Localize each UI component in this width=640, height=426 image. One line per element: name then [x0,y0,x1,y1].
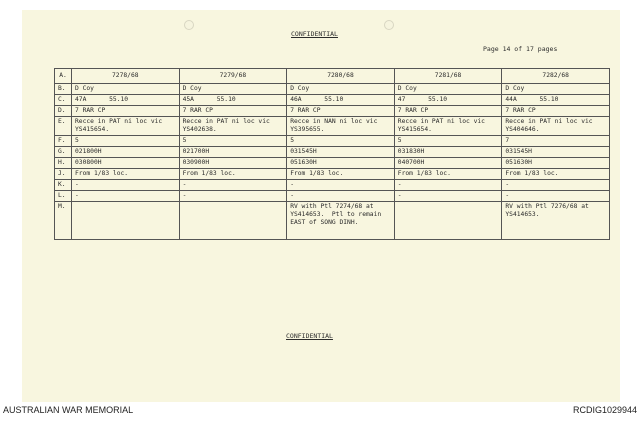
table-cell: From 1/83 loc. [72,169,180,180]
table-cell: 031545H [502,147,610,158]
table-cell: 7 RAR CP [179,106,287,117]
table-cell: From 1/83 loc. [394,169,502,180]
table-cell: - [394,191,502,202]
table-cell: 7281/68 [394,69,502,84]
row-label: B. [55,84,72,95]
table-cell: 7 RAR CP [502,106,610,117]
table-row [55,202,610,240]
table-cell: Recce in PAT ni loc vic YS404646. [502,117,610,136]
table-cell: From 1/83 loc. [502,169,610,180]
table-cell: From 1/83 loc. [287,169,395,180]
table-cell: - [287,180,395,191]
table-cell: - [502,191,610,202]
table-cell [179,202,287,240]
table-row [55,158,610,169]
table-cell: 47 55.10 [394,95,502,106]
table-cell: 5 [394,136,502,147]
row-label: C. [55,95,72,106]
table-cell: - [72,180,180,191]
table-cell: RV with Ptl 7276/68 at YS414653. [502,202,610,240]
patrol-table [54,68,610,240]
table-cell: 7280/68 [287,69,395,84]
row-label: M. [55,202,72,240]
table-cell: Recce in PAT ni loc vic YS415654. [72,117,180,136]
row-label: A. [55,69,72,84]
table-cell: 051630H [287,158,395,169]
table-cell: D Coy [394,84,502,95]
table-cell: 040700H [394,158,502,169]
table-cell: - [287,191,395,202]
table-cell: 5 [287,136,395,147]
archive-credit: AUSTRALIAN WAR MEMORIAL [3,405,134,415]
table-row [55,147,610,158]
row-label: D. [55,106,72,117]
table-cell: 7282/68 [502,69,610,84]
table-cell: - [394,180,502,191]
table-cell: 031830H [394,147,502,158]
table-cell: 7 RAR CP [287,106,395,117]
table-cell: 030900H [179,158,287,169]
table-row [55,191,610,202]
table-cell: 5 [179,136,287,147]
table-cell: 030800H [72,158,180,169]
table-cell [394,202,502,240]
table-cell: D Coy [287,84,395,95]
table-cell: 7278/68 [72,69,180,84]
table-cell: - [72,191,180,202]
row-label: J. [55,169,72,180]
row-label: K. [55,180,72,191]
table-cell: - [179,180,287,191]
table-row [55,95,610,106]
punch-hole [184,20,194,30]
classification-top: CONFIDENTIAL [291,30,338,38]
row-label: L. [55,191,72,202]
punch-hole [384,20,394,30]
table-cell: 7 RAR CP [394,106,502,117]
table-cell: 7279/68 [179,69,287,84]
table-cell: 5 [72,136,180,147]
table-row [55,69,610,84]
row-label: G. [55,147,72,158]
table-cell: - [502,180,610,191]
document-page [22,10,620,402]
table-cell: 46A 55.10 [287,95,395,106]
table-cell [72,202,180,240]
table-row [55,117,610,136]
table-row [55,84,610,95]
archive-id: RCDIG1029944 [572,405,637,415]
table-cell: From 1/83 loc. [179,169,287,180]
table-cell: 45A 55.10 [179,95,287,106]
classification-bottom: CONFIDENTIAL [286,332,333,340]
table-cell: 051630H [502,158,610,169]
table-cell: 031545H [287,147,395,158]
table-cell: 021700H [179,147,287,158]
table-cell: 47A 55.10 [72,95,180,106]
table-cell: - [179,191,287,202]
table-cell: 021800H [72,147,180,158]
table-cell: 7 RAR CP [72,106,180,117]
row-label: H. [55,158,72,169]
table-row [55,169,610,180]
table-cell: 7 [502,136,610,147]
table-row [55,106,610,117]
table-cell: Recce in PAT ni loc vic YS402638. [179,117,287,136]
row-label: E. [55,117,72,136]
table-cell: RV with Ptl 7274/68 at YS414653. Ptl to remain EAST of SONG DINH. [287,202,395,240]
table-cell: D Coy [179,84,287,95]
table-row [55,180,610,191]
table-cell: 44A 55.10 [502,95,610,106]
table-cell: Recce in PAT ni loc vic YS415654. [394,117,502,136]
row-label: F. [55,136,72,147]
table-cell: Recce in NAN ni loc vic YS395655. [287,117,395,136]
table-cell: D Coy [72,84,180,95]
page-info: Page 14 of 17 pages [483,45,558,53]
table-row [55,136,610,147]
table-cell: D Coy [502,84,610,95]
